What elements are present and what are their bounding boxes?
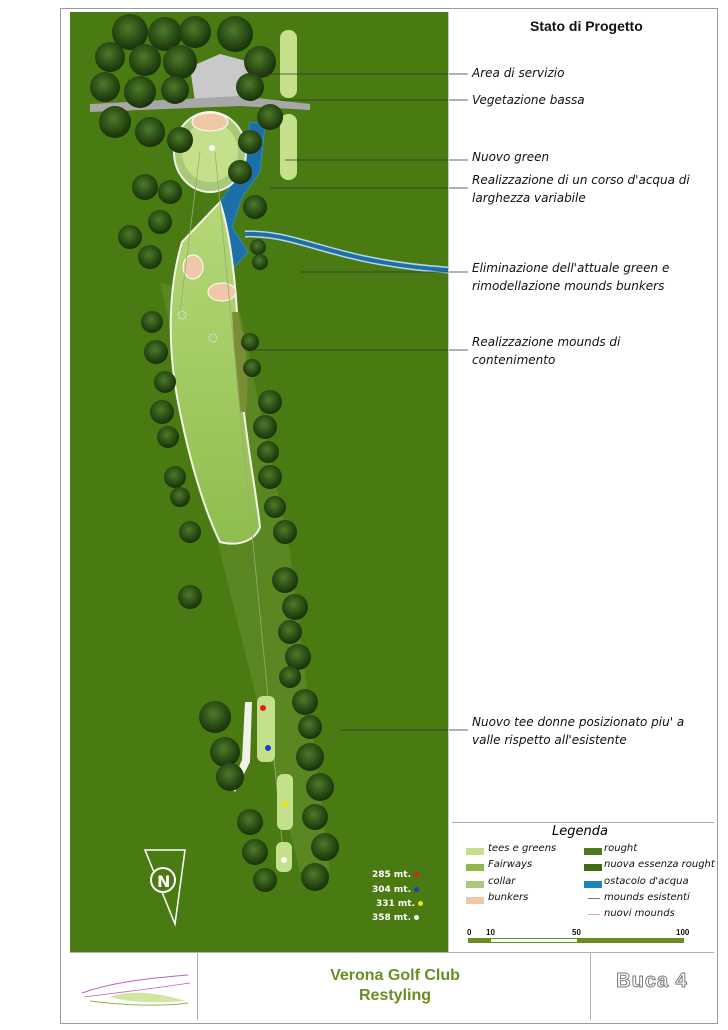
legend-fairways: Fairways — [488, 859, 533, 870]
club-title — [200, 966, 590, 1006]
compass-letter: N — [157, 872, 171, 891]
legend-nuova-essenza: nuova essenza rought — [604, 859, 715, 870]
note-eliminazione-1: Eliminazione dell'attuale green e — [472, 261, 670, 275]
legend-rought: rought — [604, 843, 638, 854]
legend-nuovi-mounds: nuovi mounds — [604, 908, 675, 919]
note-vegetazione-bassa: Vegetazione bassa — [472, 93, 585, 107]
legend-tees-greens: tees e greens — [488, 843, 557, 854]
note-nuovo-green: Nuovo green — [472, 150, 550, 164]
note-mounds-2: contenimento — [472, 353, 556, 367]
legend-title: Legenda — [552, 824, 608, 839]
legend-mounds-esistenti: mounds esistenti — [604, 892, 690, 903]
scale-bar — [468, 938, 684, 943]
note-area-servizio: Area di servizio — [472, 66, 565, 80]
legend-collar: collar — [488, 876, 516, 887]
note-tee-2: valle rispetto all'esistente — [472, 733, 627, 747]
legend-ostacolo-acqua: ostacolo d'acqua — [604, 876, 689, 887]
scale-100: 100 — [676, 928, 690, 937]
club-subtitle: Restyling — [358, 987, 431, 1004]
legend-bunkers: bunkers — [488, 892, 529, 903]
scale-10: 10 — [486, 928, 495, 937]
club-name: Verona Golf Club — [330, 967, 460, 984]
scale-0: 0 — [467, 928, 472, 937]
distance-331: 331 mt. — [376, 899, 423, 909]
note-corso-acqua-1: Realizzazione di un corso d'acqua di — [472, 173, 690, 187]
distance-285: 285 mt. — [372, 870, 419, 880]
logo-cell — [70, 953, 198, 1020]
note-corso-acqua-2: larghezza variabile — [472, 191, 586, 205]
project-logo-sketch — [70, 953, 197, 1020]
note-mounds-1: Realizzazione mounds di — [472, 335, 621, 349]
note-tee-1: Nuovo tee donne posizionato piu' a — [472, 715, 685, 729]
hole-number: Buca 4 — [616, 970, 688, 992]
distance-358: 358 mt. — [372, 913, 419, 923]
note-eliminazione-2: rimodellazione mounds bunkers — [472, 279, 665, 293]
distance-304: 304 mt. — [372, 885, 419, 895]
scale-50: 50 — [572, 928, 581, 937]
sheet-title: Stato di Progetto — [530, 18, 643, 34]
